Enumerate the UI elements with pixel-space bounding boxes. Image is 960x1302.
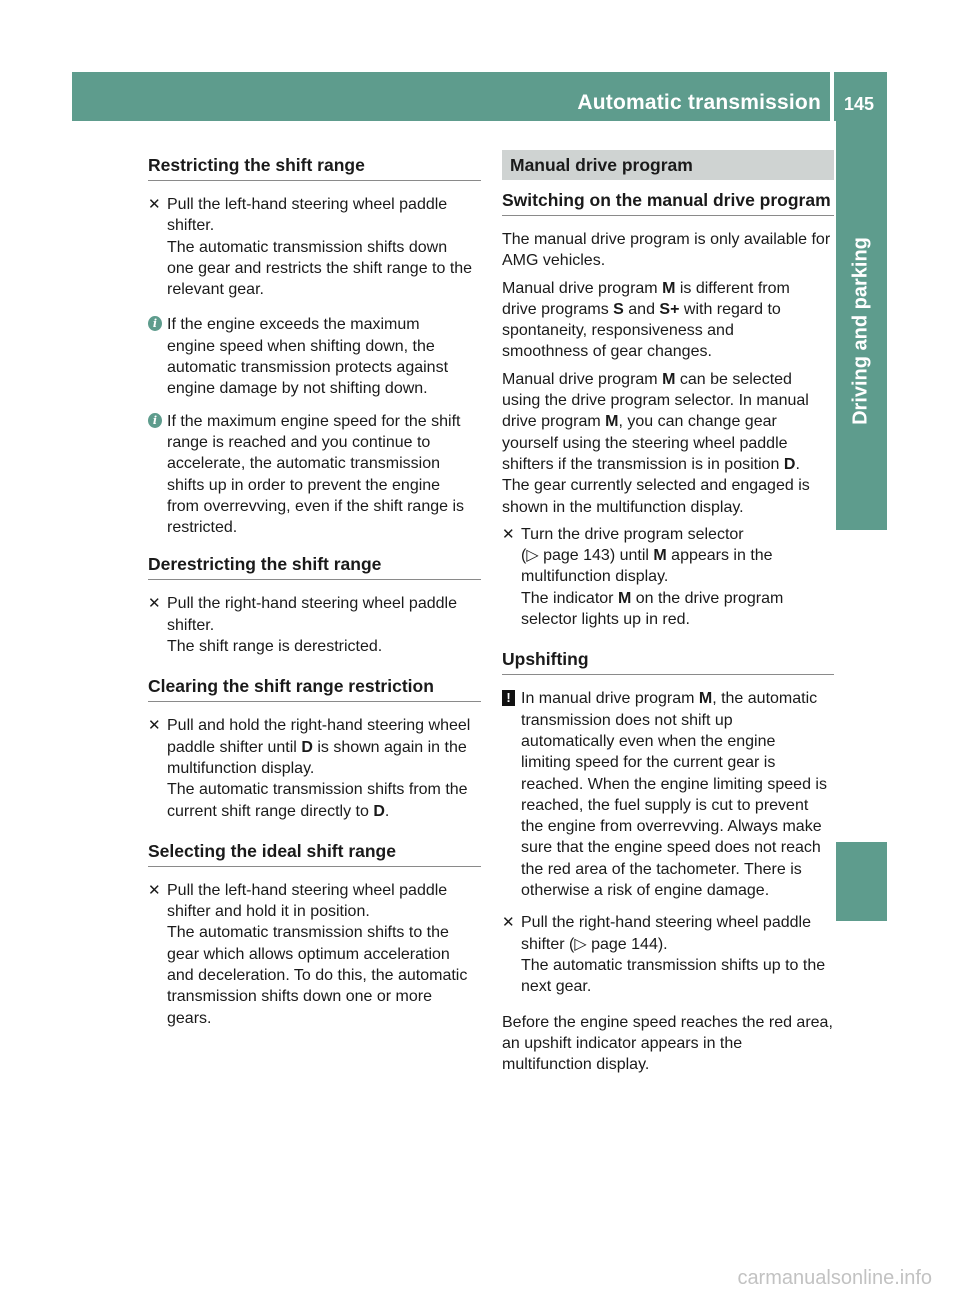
- text-line: relevant gear.: [167, 281, 264, 299]
- step-restricting: [148, 194, 481, 300]
- text-run: with regard to: [679, 300, 781, 318]
- side-tab-label: Driving and parking: [849, 237, 872, 425]
- info-note-2: [148, 411, 481, 539]
- text-run: The indicator: [521, 589, 618, 607]
- text-line: [167, 737, 481, 758]
- page-link[interactable]: page 143) until: [538, 547, 654, 565]
- gear-d: D: [373, 802, 385, 820]
- mode-s-plus: S+: [659, 300, 680, 318]
- box-heading-manual-drive: Manual drive program: [502, 150, 834, 180]
- text-line: [521, 934, 834, 955]
- text-line: transmission does not shift up: [521, 711, 733, 729]
- text-line: [502, 299, 834, 320]
- text-line: automatically even when the engine: [521, 732, 776, 750]
- text-line: The automatic transmission shifts from the: [167, 781, 468, 799]
- text-line: If the maximum engine speed for the shift: [167, 412, 461, 430]
- section-heading-derestricting: Derestricting the shift range: [148, 549, 481, 580]
- text-line: [502, 278, 834, 299]
- text-line: smoothness of gear changes.: [502, 343, 712, 361]
- text-line: range is reached and you continue to: [167, 433, 431, 451]
- mode-s: S: [613, 300, 624, 318]
- page-ref-icon: ▷: [574, 935, 587, 953]
- text-line: shifter and hold it in position.: [167, 903, 370, 921]
- paragraph: [502, 229, 834, 272]
- text-line: otherwise a risk of engine damage.: [521, 882, 770, 900]
- text-line: yourself using the steering wheel paddle: [502, 434, 788, 452]
- step-ideal: [148, 880, 481, 1029]
- text-line: multifunction display.: [502, 1056, 650, 1074]
- text-run: .: [795, 455, 800, 473]
- text-line: an upshift indicator appears in the: [502, 1034, 743, 1052]
- page-header: [72, 72, 887, 121]
- text-run: is different from: [675, 279, 790, 297]
- warning-note: [502, 688, 834, 901]
- text-run: can be selected: [675, 370, 792, 388]
- page-link[interactable]: page 144).: [586, 935, 668, 953]
- step-arrow-icon: ✕: [502, 914, 515, 932]
- mode-m: M: [662, 279, 676, 297]
- text-line: Before the engine speed reaches the red area,: [502, 1013, 833, 1031]
- text-run: .: [384, 802, 390, 820]
- text-line: restricted.: [167, 519, 238, 537]
- side-block: [836, 842, 887, 921]
- text-run: , the automatic: [712, 690, 818, 708]
- text-line: [502, 411, 834, 432]
- text-line: selector lights up in red.: [521, 611, 690, 629]
- text-line: Turn the drive program selector: [521, 525, 744, 543]
- step-arrow-icon: ✕: [148, 595, 161, 613]
- step-clearing: [148, 715, 481, 821]
- step-upshift: [502, 912, 834, 997]
- text-line: spontaneity, responsiveness and: [502, 322, 734, 340]
- step-arrow-icon: ✕: [148, 196, 161, 213]
- text-run: Manual drive program: [502, 279, 663, 297]
- section-heading-clearing: Clearing the shift range restriction: [148, 671, 481, 702]
- paragraph: [502, 1012, 834, 1076]
- mode-m: M: [617, 589, 632, 607]
- section-heading-ideal: Selecting the ideal shift range: [148, 836, 481, 867]
- section-heading-switching-on: Switching on the manual drive program: [502, 185, 834, 216]
- text-line: reached. When the engine limiting speed is: [521, 775, 827, 793]
- mode-m: M: [605, 413, 619, 431]
- step-arrow-icon: ✕: [148, 717, 161, 735]
- text-line: accelerate, the automatic transmission: [167, 455, 441, 473]
- text-run: on the drive program: [631, 589, 784, 607]
- text-line: the engine from overrevving. Always make: [521, 818, 822, 836]
- text-line: automatic transmission protects against: [167, 359, 449, 377]
- page-ref-icon: ▷: [526, 547, 539, 565]
- page-number: 145: [844, 94, 875, 114]
- text-line: If the engine exceeds the maximum: [167, 316, 420, 334]
- text-line: shown in the multifunction display.: [502, 498, 744, 516]
- right-column: [502, 150, 834, 1081]
- text-line: shifter.: [167, 616, 215, 634]
- text-line: Pull the left-hand steering wheel paddle: [167, 196, 448, 213]
- text-run: paddle shifter until: [167, 738, 302, 756]
- text-line: and deceleration. To do this, the automatic: [167, 967, 468, 985]
- text-line: [167, 801, 481, 822]
- text-line: The automatic transmission shifts down: [167, 238, 448, 256]
- section-heading-restricting: Restricting the shift range: [148, 150, 481, 181]
- text-line: engine speed when shifting down, the: [167, 337, 435, 355]
- gear-d: D: [783, 455, 796, 473]
- section-heading-upshifting: Upshifting: [502, 644, 834, 675]
- paragraph: [502, 369, 834, 518]
- text-line: one gear and restricts the shift range to the: [167, 259, 473, 277]
- text-line: [502, 454, 834, 475]
- text-run: (: [521, 547, 527, 565]
- text-run: , you can change gear: [618, 413, 777, 431]
- text-run: Manual drive program: [502, 370, 663, 388]
- text-line: Pull the right-hand steering wheel paddle: [521, 914, 811, 932]
- text-run: appears in the: [666, 547, 773, 565]
- text-run: In manual drive program: [521, 690, 699, 708]
- text-line: Pull the left-hand steering wheel paddle: [167, 881, 448, 899]
- text-run: and: [623, 300, 660, 318]
- gear-d: D: [301, 738, 313, 756]
- info-icon: i: [148, 413, 162, 428]
- mode-m: M: [698, 690, 713, 708]
- text-line: sure that the engine speed does not reach: [521, 839, 821, 857]
- text-line: reached, the fuel supply is cut to prevent: [521, 796, 809, 814]
- text-line: limiting speed for the current gear is: [521, 754, 776, 772]
- step-arrow-icon: ✕: [502, 525, 515, 543]
- text-line: the red area of the tachometer. There is: [521, 860, 802, 878]
- text-line: shifter.: [167, 217, 215, 235]
- text-line: [521, 688, 834, 709]
- text-line: The shift range is derestricted.: [167, 638, 383, 656]
- warning-icon: !: [502, 690, 515, 706]
- text-line: [502, 369, 834, 390]
- text-run: is shown again in the: [312, 738, 467, 756]
- text-line: multifunction display.: [521, 568, 669, 586]
- text-line: Pull the right-hand steering wheel paddle: [167, 595, 457, 613]
- info-note-1: [148, 314, 481, 399]
- text-line: AMG vehicles.: [502, 252, 606, 270]
- step-derestricting: [148, 593, 481, 657]
- text-line: Pull and hold the right-hand steering wheel: [167, 717, 471, 735]
- watermark: carmanualsonline.info: [737, 1267, 932, 1289]
- side-tab: [836, 121, 887, 530]
- text-line: The gear currently selected and engaged is: [502, 477, 810, 495]
- paragraph: [502, 278, 834, 363]
- text-line: using the drive program selector. In manual: [502, 392, 809, 410]
- text-line: The automatic transmission shifts up to the: [521, 956, 826, 974]
- text-line: from overrevving, even if the shift range is: [167, 497, 465, 515]
- text-line: shifts up in order to prevent the engine: [167, 476, 441, 494]
- text-run: shifter (: [521, 935, 575, 953]
- left-column: [148, 150, 481, 1043]
- header-divider: [830, 72, 834, 121]
- text-line: engine damage by not shifting down.: [167, 380, 428, 398]
- text-line: The manual drive program is only available for: [502, 231, 831, 248]
- step-turn-selector: [502, 524, 834, 630]
- mode-m: M: [653, 547, 667, 565]
- text-line: gears.: [167, 1009, 212, 1027]
- step-arrow-icon: ✕: [148, 881, 161, 899]
- mode-m: M: [662, 370, 676, 388]
- text-line: multifunction display.: [167, 759, 315, 777]
- text-run: current shift range directly to: [167, 802, 374, 820]
- text-line: gear which allows optimum acceleration: [167, 945, 450, 963]
- text-line: The automatic transmission shifts to the: [167, 924, 449, 942]
- text-run: shifters if the transmission is in position: [502, 455, 784, 473]
- chapter-title: Automatic transmission: [577, 91, 821, 114]
- info-icon: i: [148, 316, 162, 331]
- text-line: next gear.: [521, 978, 592, 996]
- text-run: drive programs: [502, 300, 614, 318]
- text-run: drive program: [502, 413, 606, 431]
- text-line: [521, 545, 834, 566]
- text-line: transmission shifts down one or more: [167, 988, 432, 1006]
- text-line: [521, 588, 834, 609]
